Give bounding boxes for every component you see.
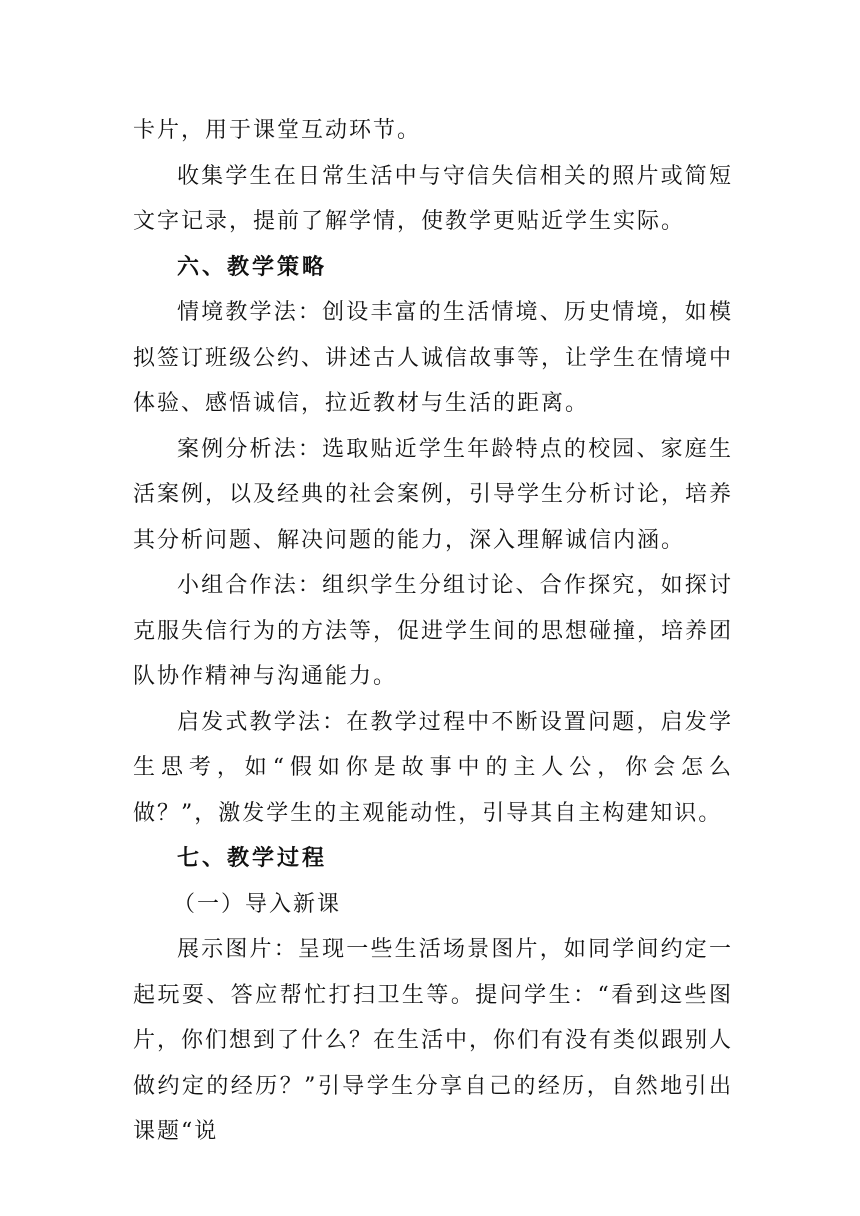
paragraph-heuristic-teaching: 启发式教学法：在教学过程中不断设置问题，启发学生思考，如“假如你是故事中的主人公，你会怎么做？”，激发学生的主观能动性，引导其自主构建知识。 (133, 709, 733, 826)
section-heading-teaching-process: 七、教学过程 (177, 846, 328, 871)
paragraph-group-cooperation: 小组合作法：组织学生分组讨论、合作探究，如探讨克服失信行为的方法等，促进学生间的思想碰撞，培养团队协作精神与沟通能力。 (133, 573, 734, 689)
paragraph-case-analysis: 案例分析法：选取贴近学生年龄特点的校园、家庭生活案例，以及经典的社会案例，引导学生分析讨论，培养其分析问题、解决问题的能力，深入理解诚信内涵。 (133, 436, 734, 553)
subheading-introduction: （一）导入新课 (173, 891, 342, 917)
paragraph-collect-photos: 收集学生在日常生活中与守信失信相关的照片或简短文字记录，提前了解学情，使教学更贴近学生实际。 (133, 163, 733, 234)
document-body (133, 108, 733, 1155)
paragraph-situational-teaching: 情境教学法：创设丰富的生活情境、历史情境，如模拟签订班级公约、讲述古人诚信故事等，让学生在情境中体验、感悟诚信，拉近教材与生活的距离。 (133, 300, 734, 416)
paragraph-materials-end: 卡片，用于课堂互动环节。 (133, 118, 422, 143)
paragraph-show-pictures: 展示图片：呈现一些生活场景图片，如同学间约定一起玩耍、答应帮忙打扫卫生等。提问学生：“看到这些图片，你们想到了什么？在生活中，你们有没有类似跟别人做约定的经历？”引导学生分享自己的经历，自然地引出课题“说 (133, 937, 734, 1144)
section-heading-teaching-strategy: 六、教学策略 (177, 254, 328, 280)
